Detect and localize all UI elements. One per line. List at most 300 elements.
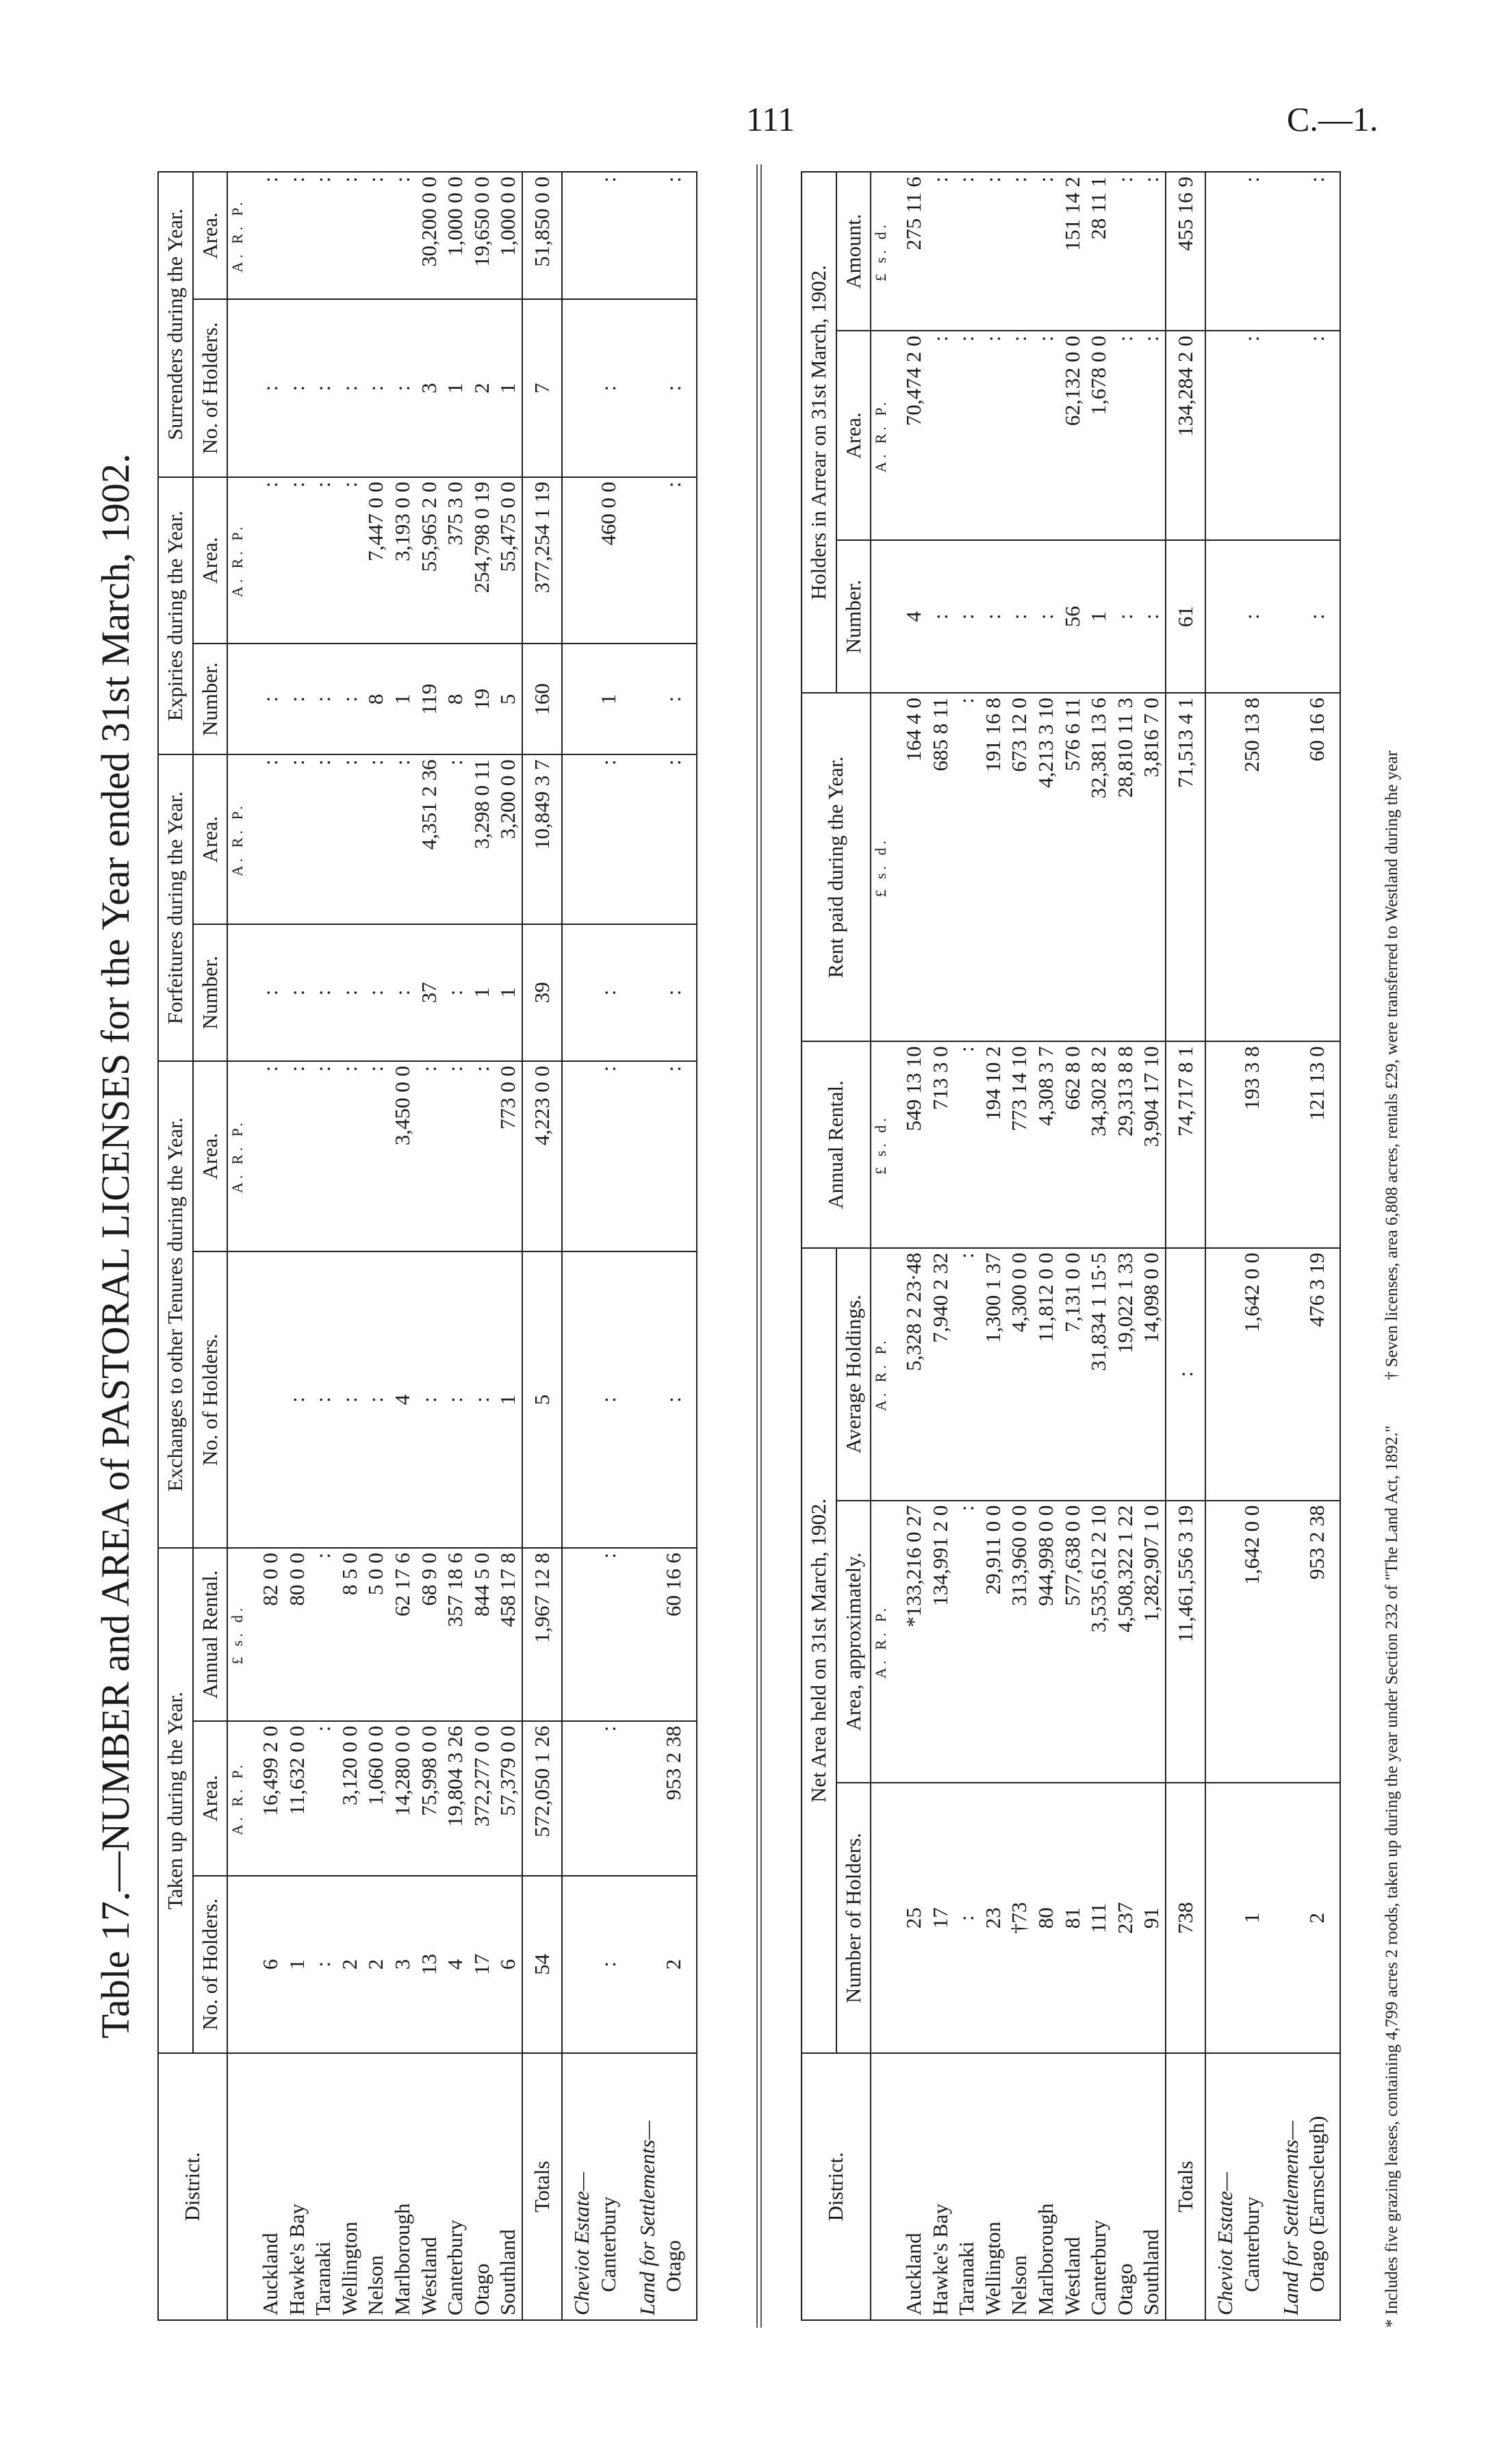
table-cell: : (661, 299, 697, 476)
table-cell: 944,998 0 0 (1033, 1501, 1060, 1783)
table-net-area-arrears (801, 171, 1341, 2321)
table-cell: : (247, 644, 284, 754)
table-cell: 1 (495, 924, 522, 1061)
table-cell: : (247, 1061, 284, 1251)
empty-cell (1205, 540, 1239, 693)
table-cell: : (284, 1251, 311, 1548)
table-cell: : (1112, 172, 1139, 331)
table-row (1006, 172, 1033, 2320)
table-cell: Otago (Earnscleugh) (1304, 2053, 1340, 2320)
table-cell: 19 (469, 644, 496, 754)
table-row (1239, 172, 1272, 2320)
table-cell: : (284, 172, 311, 299)
table-cell: Taranaki (310, 2053, 337, 2320)
table-cell: 275 11 6 (890, 172, 927, 331)
table-cell: 3,200 0 0 (495, 754, 522, 924)
table-row (310, 172, 337, 2320)
empty-cell (562, 299, 595, 476)
empty-cell (628, 1721, 661, 1876)
table-row (661, 172, 697, 2320)
empty-cell (1205, 1041, 1239, 1248)
table-cell: : (1304, 172, 1340, 331)
table-cell: : (953, 1248, 980, 1501)
table-cell: : (1138, 172, 1166, 331)
table-cell: 11,461,556 3 19 (1166, 1501, 1206, 1783)
table-cell: 1,642 0 0 (1239, 1248, 1272, 1501)
table-cell: 54 (522, 1876, 563, 2053)
table-cell: : (953, 1041, 980, 1248)
table-cell: 37 (416, 924, 443, 1061)
table-cell: 2 (469, 299, 496, 476)
table-cell: 74,717 8 1 (1166, 1041, 1206, 1248)
empty-cell (562, 1876, 595, 2053)
table-cell: 953 2 38 (661, 1721, 697, 1876)
table-cell: 82 0 0 (247, 1548, 284, 1721)
table-cell: : (442, 1251, 469, 1548)
table-cell: Auckland (890, 2053, 927, 2320)
empty-cell (628, 754, 661, 924)
table-cell: Hawke's Bay (284, 2053, 311, 2320)
table-cell: 357 18 6 (442, 1548, 469, 1721)
table-cell: 377,254 1 19 (522, 477, 563, 644)
table-cell: : (363, 924, 389, 1061)
table-cell: 375 3 0 (442, 477, 469, 644)
table-cell: 60 16 6 (661, 1548, 697, 1721)
table-cell: 4,223 0 0 (522, 1061, 563, 1251)
table-cell: 81 (1060, 1783, 1086, 2053)
table-row (890, 172, 927, 2320)
table-cell: 191 16 8 (980, 693, 1007, 1041)
table-cell (247, 1251, 284, 1548)
table-cell: 685 8 11 (927, 693, 954, 1041)
table-cell: : (1033, 172, 1060, 331)
empty-cell (1272, 331, 1305, 540)
table-cell: 2 (661, 1876, 697, 2053)
table-cell: : (389, 924, 416, 1061)
unit-label: A. R. P. (227, 477, 247, 644)
empty-cell (628, 299, 661, 476)
table-cell: 4 (890, 540, 927, 693)
col-holders: No. of Holders. (193, 1251, 228, 1548)
table-cell: 1,282,907 1 0 (1138, 1501, 1166, 1783)
group-net-area: Net Area held on 31st March, 1902. (802, 1248, 836, 2053)
table-cell: : (595, 1876, 628, 2053)
table-cell: 80 0 0 (284, 1548, 311, 1721)
table-cell: 7,131 0 0 (1060, 1248, 1086, 1501)
table-row (980, 172, 1007, 2320)
table-cell: : (389, 299, 416, 476)
table-cell: 61 (1166, 540, 1206, 693)
table-cell: 572,050 1 26 (522, 1721, 563, 1876)
table-cell: Wellington (337, 2053, 363, 2320)
table-cell: 3 (389, 1876, 416, 2053)
table-cell: 3,120 0 0 (337, 1721, 363, 1876)
table-cell: 844 5 0 (469, 1548, 496, 1721)
table-cell: 5 (522, 1251, 563, 1548)
table-cell: : (1006, 540, 1033, 693)
table-cell: : (661, 924, 697, 1061)
table-cell: 19,804 3 26 (442, 1721, 469, 1876)
unit-label: A. R. P. (871, 1501, 890, 1783)
table-cell: 28 11 1 (1086, 172, 1112, 331)
table-cell: : (363, 172, 389, 299)
group-taken-up: Taken up during the Year. (158, 1548, 193, 2053)
table-cell: 250 13 8 (1239, 693, 1272, 1041)
table-cell: 56 (1060, 540, 1086, 693)
col-area: Area. (193, 1061, 228, 1251)
table-row (871, 172, 890, 2320)
table-cell: 121 13 0 (1304, 1041, 1340, 1248)
table-cell: : (284, 1061, 311, 1251)
empty-cell (562, 1721, 595, 1876)
table-cell: : (337, 477, 363, 644)
table-cell: 13 (416, 1876, 443, 2053)
empty-cell (1272, 172, 1305, 331)
table-cell: 1,678 0 0 (1086, 331, 1112, 540)
table-cell: 738 (1166, 1783, 1206, 2053)
table-cell: 773 0 0 (495, 1061, 522, 1251)
table-cell: Southland (495, 2053, 522, 2320)
table-row (1205, 172, 1239, 2320)
table-cell: Marlborough (1033, 2053, 1060, 2320)
col-rent-paid: Rent paid during the Year. (802, 693, 871, 1041)
table-cell: : (247, 754, 284, 924)
table-cell: 4,351 2 36 (416, 754, 443, 924)
table-cell: : (310, 1548, 337, 1721)
table-cell: Canterbury (595, 2053, 628, 2320)
table-row (1138, 172, 1166, 2320)
table-cell: : (953, 540, 980, 693)
table-cell: 62,132 0 0 (1060, 331, 1086, 540)
table-row (953, 172, 980, 2320)
table-row (628, 172, 661, 2320)
table-cell: : (1304, 540, 1340, 693)
table-cell: 134,284 2 0 (1166, 331, 1206, 540)
table-cell: 254,798 0 19 (469, 477, 496, 644)
table-cell: : (310, 1721, 337, 1876)
table-cell: Auckland (247, 2053, 284, 2320)
table-cell: 4 (389, 1251, 416, 1548)
col-holders: No. of Holders. (193, 1876, 228, 2053)
col-rental: Annual Rental. (193, 1548, 228, 1721)
table-cell: 2 (363, 1876, 389, 2053)
unit-label: A. R. P. (227, 1721, 247, 1876)
table-row (247, 172, 284, 2320)
col-number: Number. (193, 644, 228, 754)
table-cell: : (1112, 331, 1139, 540)
table-cell: 1,642 0 0 (1239, 1501, 1272, 1783)
empty-cell (1272, 1783, 1305, 2053)
table-cell: 372,277 0 0 (469, 1721, 496, 1876)
table-cell: : (1033, 331, 1060, 540)
table-cell: 3,193 0 0 (389, 477, 416, 644)
table-cell: : (247, 924, 284, 1061)
table-cell: : (1112, 540, 1139, 693)
table-cell: : (469, 1251, 496, 1548)
table-cell: 119 (416, 644, 443, 754)
table-cell: 19,022 1 33 (1112, 1248, 1139, 1501)
table-cell: 4,213 3 10 (1033, 693, 1060, 1041)
table-cell: : (661, 477, 697, 644)
table-cell: : (284, 299, 311, 476)
table-cell: : (980, 540, 1007, 693)
table-cell: : (953, 1501, 980, 1783)
empty-cell (1272, 1041, 1305, 1248)
table-cell: : (247, 172, 284, 299)
table-cell: : (661, 754, 697, 924)
table-cell: 577,638 0 0 (1060, 1501, 1086, 1783)
table-cell: 4,300 0 0 (1006, 1248, 1033, 1501)
empty-cell (1205, 693, 1239, 1041)
table-cell: Wellington (980, 2053, 1007, 2320)
table-cell: 773 14 10 (1006, 1041, 1033, 1248)
empty-cell (628, 644, 661, 754)
table-cell: : (310, 924, 337, 1061)
table-cell: 237 (1112, 1783, 1139, 2053)
table-cell: 14,098 0 0 (1138, 1248, 1166, 1501)
table-cell: : (661, 1061, 697, 1251)
table-cell: 3,904 17 10 (1138, 1041, 1166, 1248)
table-cell: : (927, 172, 954, 331)
table-cell: : (953, 172, 980, 331)
group-expiries: Expiries during the Year. (158, 477, 193, 755)
table-cell: 1 (469, 924, 496, 1061)
table-row (1060, 172, 1086, 2320)
empty-cell (562, 172, 595, 299)
table-cell: : (927, 331, 954, 540)
table-cell: : (337, 924, 363, 1061)
table-row (469, 172, 496, 2320)
table-cell: : (310, 477, 337, 644)
table-cell: 29,911 0 0 (980, 1501, 1007, 1783)
table-cell: : (1239, 540, 1272, 693)
table-cell: 5,328 2 23·48 (890, 1248, 927, 1501)
table-cell: : (980, 331, 1007, 540)
table-cell: : (595, 1721, 628, 1876)
table-cell: : (953, 693, 980, 1041)
table-cell: 6 (495, 1876, 522, 2053)
table-cell: 62 17 6 (389, 1548, 416, 1721)
table-cell: : (661, 1251, 697, 1548)
group-surrenders: Surrenders during the Year. (158, 172, 193, 477)
page-reference: C.—1. (1287, 100, 1379, 138)
col-area: Area. (193, 1721, 228, 1876)
empty-cell (1205, 1248, 1239, 1501)
table-cell: *133,216 0 27 (890, 1501, 927, 1783)
table-cell: Otago (1112, 2053, 1139, 2320)
table-cell: 673 12 0 (1006, 693, 1033, 1041)
table-cell: Totals (1166, 2053, 1206, 2320)
table-cell: 460 0 0 (595, 477, 628, 644)
table-cell: 1,000 0 0 (495, 172, 522, 299)
table-cell: : (363, 754, 389, 924)
empty-cell (562, 1548, 595, 1721)
table-cell: 71,513 4 1 (1166, 693, 1206, 1041)
table-cell: : (389, 172, 416, 299)
table-cell: 953 2 38 (1304, 1501, 1340, 1783)
empty-cell (1205, 1783, 1239, 2053)
table-row (595, 172, 628, 2320)
col-number: Number. (836, 540, 871, 693)
table-row (1166, 172, 1206, 2320)
table-cell: Canterbury (1239, 2053, 1272, 2320)
col-district: District. (158, 2053, 227, 2320)
table-cell: : (595, 754, 628, 924)
table-cell: 23 (980, 1783, 1007, 2053)
divider (756, 164, 762, 2328)
page-number: 111 (746, 100, 795, 138)
table-cell: 29,313 8 8 (1112, 1041, 1139, 1248)
table-row (442, 172, 469, 2320)
table-cell: 19,650 0 0 (469, 172, 496, 299)
table-cell: 30,200 0 0 (416, 172, 443, 299)
footnote-star: * Includes five grazing leases, containing 4,799 acres 2 roods, taken up during the year under Section 232 of "The Land Act, 1892." (1383, 1425, 1401, 2328)
table-cell: 8 (363, 644, 389, 754)
table-cell: 5 0 0 (363, 1548, 389, 1721)
group-arrears: Holders in Arrear on 31st March, 1902. (802, 172, 836, 693)
table-row (927, 172, 954, 2320)
table-cell: 55,965 2 0 (416, 477, 443, 644)
col-holders: No. of Holders. (193, 299, 228, 476)
table-row (495, 172, 522, 2320)
col-area: Area. (193, 172, 228, 299)
table-cell: Cheviot Estate— (1205, 2053, 1239, 2320)
table-cell: 2 (1304, 1783, 1340, 2053)
table-cell: Southland (1138, 2053, 1166, 2320)
empty-cell (562, 477, 595, 644)
table-cell: : (595, 172, 628, 299)
table-cell: 57,379 0 0 (495, 1721, 522, 1876)
table-cell: 2 (337, 1876, 363, 2053)
table-cell: 1 (495, 299, 522, 476)
table-cell: : (1304, 331, 1340, 540)
table-cell: 34,302 8 2 (1086, 1041, 1112, 1248)
table-cell: 193 3 8 (1239, 1041, 1272, 1248)
table-cell: 60 16 6 (1304, 693, 1340, 1041)
unit-label: A. R. P. (227, 754, 247, 924)
table-cell: 55,475 0 0 (495, 477, 522, 644)
col-area: Area. (193, 477, 228, 644)
unit-label: A. R. P. (227, 172, 247, 299)
unit-label: £ s. d. (871, 1041, 890, 1248)
table-cell: 75,998 0 0 (416, 1721, 443, 1876)
table-cell: Westland (416, 2053, 443, 2320)
table-cell: 1,060 0 0 (363, 1721, 389, 1876)
col-area: Area. (836, 331, 871, 540)
table-cell: 11,632 0 0 (284, 1721, 311, 1876)
col-amount: Amount. (836, 172, 871, 331)
table-cell: 549 13 10 (890, 1041, 927, 1248)
unit-label: A. R. P. (871, 331, 890, 540)
empty-cell (628, 1061, 661, 1251)
table-cell: : (337, 754, 363, 924)
table-cell: 3,450 0 0 (389, 1061, 416, 1251)
unit-label: £ s. d. (227, 1548, 247, 1721)
empty-cell (1205, 331, 1239, 540)
table-cell: : (284, 754, 311, 924)
table-cell: 91 (1138, 1783, 1166, 2053)
empty-cell (562, 644, 595, 754)
table-cell: : (363, 1061, 389, 1251)
empty-cell (562, 1061, 595, 1251)
unit-label: A. R. P. (871, 1248, 890, 1501)
table-cell: : (1166, 1248, 1206, 1501)
empty-cell (562, 754, 595, 924)
table-cell: : (442, 754, 469, 924)
table-cell: 17 (927, 1783, 954, 2053)
table-cell: 70,474 2 0 (890, 331, 927, 540)
table-cell: 662 8 0 (1060, 1041, 1086, 1248)
table-cell: Canterbury (1086, 2053, 1112, 2320)
table-cell: : (337, 172, 363, 299)
table-row (1033, 172, 1060, 2320)
table-cell: : (661, 172, 697, 299)
table-cell: 80 (1033, 1783, 1060, 2053)
table-row (1304, 172, 1340, 2320)
empty-cell (1205, 172, 1239, 331)
table-cell: 1,300 1 37 (980, 1248, 1007, 1501)
unit-label (227, 644, 247, 754)
unit-label (227, 1251, 247, 1548)
table-cell: : (953, 331, 980, 540)
table-cell: Land for Settlements— (628, 2053, 661, 2320)
empty-cell (628, 477, 661, 644)
table-cell: : (1138, 540, 1166, 693)
table-cell: 1 (495, 1251, 522, 1548)
table-cell: 28,810 11 3 (1112, 693, 1139, 1041)
table-cell: : (337, 1251, 363, 1548)
table-cell: 6 (247, 1876, 284, 2053)
empty-cell (562, 924, 595, 1061)
unit-label (227, 924, 247, 1061)
table-cell: : (442, 924, 469, 1061)
table-cell: : (595, 1061, 628, 1251)
table-cell: : (1239, 331, 1272, 540)
unit-label (227, 299, 247, 476)
table-cell: 3,816 7 0 (1138, 693, 1166, 1041)
col-average: Average Holdings. (836, 1248, 871, 1501)
unit-label: £ s. d. (871, 172, 890, 331)
table-cell: 7 (522, 299, 563, 476)
table-cell: : (284, 644, 311, 754)
table-cell: 1 (1239, 1783, 1272, 2053)
table-cell: 3 (416, 299, 443, 476)
col-area: Area. (193, 754, 228, 924)
table-row (522, 172, 563, 2320)
table-cell: : (1239, 172, 1272, 331)
table-cell: Taranaki (953, 2053, 980, 2320)
empty-cell (1272, 540, 1305, 693)
table-cell: : (1033, 540, 1060, 693)
table-cell: 134,991 2 0 (927, 1501, 954, 1783)
table-cell: 194 10 2 (980, 1041, 1007, 1248)
table-cell: : (953, 1783, 980, 2053)
table-cell: : (363, 299, 389, 476)
table-cell: 576 6 11 (1060, 693, 1086, 1041)
table-cell: 31,834 1 15·5 (1086, 1248, 1112, 1501)
table-cell: : (1006, 331, 1033, 540)
table-cell: : (310, 1876, 337, 2053)
empty-cell (628, 1251, 661, 1548)
table-cell: 3,535,612 2 10 (1086, 1501, 1112, 1783)
table-cell: : (416, 1251, 443, 1548)
table-cell: : (337, 1061, 363, 1251)
table-cell: Cheviot Estate— (562, 2053, 595, 2320)
unit-label (871, 2053, 890, 2320)
table-row (227, 172, 247, 2320)
table-cell: : (389, 754, 416, 924)
table-cell: 151 14 2 (1060, 172, 1086, 331)
